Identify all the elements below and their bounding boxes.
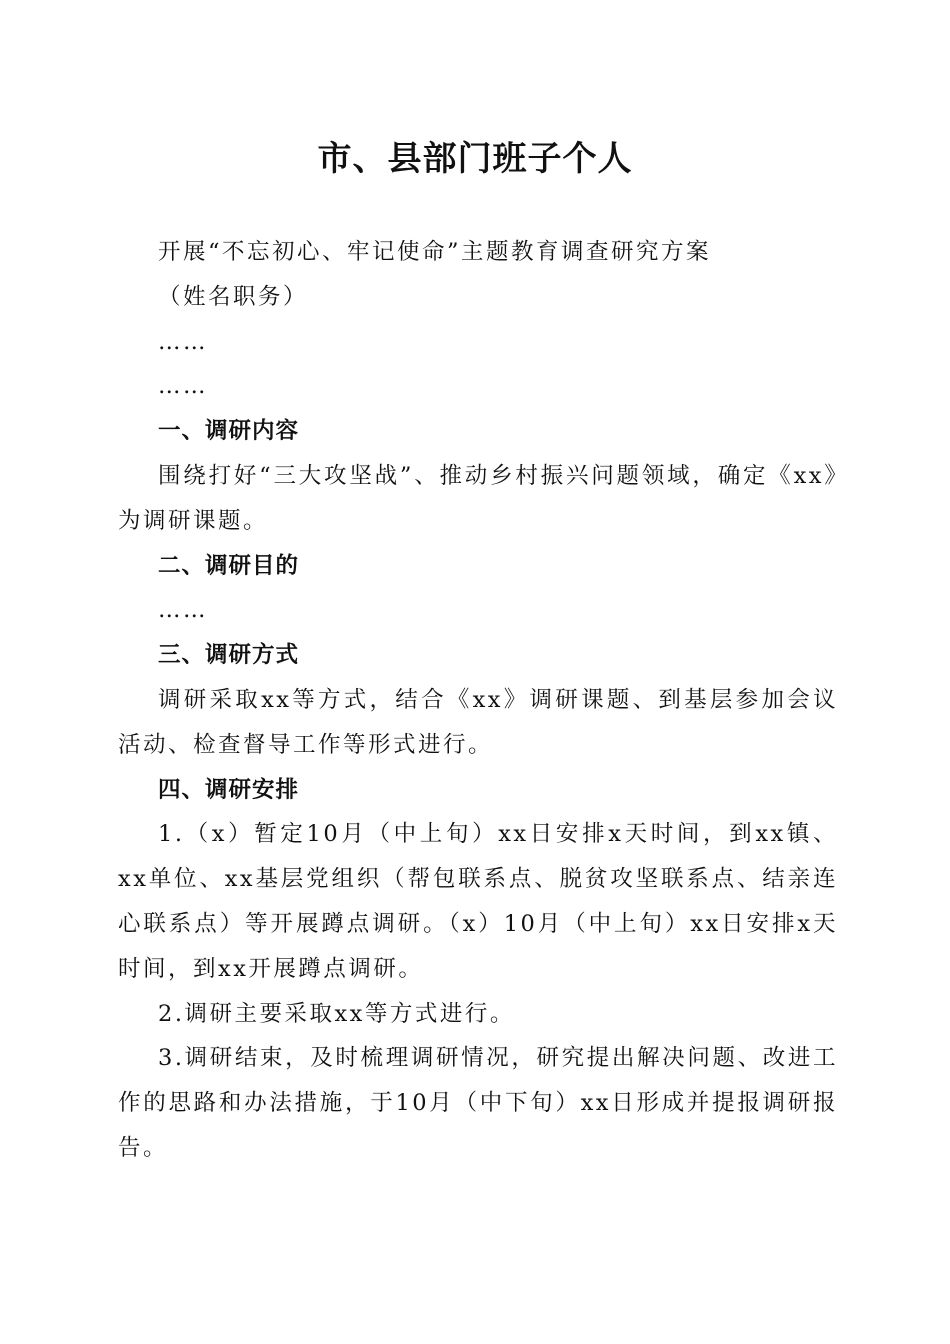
author-placeholder: （姓名职务） — [158, 283, 309, 310]
schedule-item: 3.调研结束，及时梳理调研情况，研究提出解决问题、改进工作的思路和办法措施，于10月（中下旬）xx日形成并提报调研报告。 — [118, 1045, 838, 1161]
section-paragraph: …… — [158, 597, 208, 624]
section-heading: 二、调研目的 — [158, 552, 300, 579]
schedule-item: 1.（x）暂定10月（中上旬）xx日安排x天时间，到xx镇、xx单位、xx基层党组织（帮包联系点、脱贫攻坚联系点、结亲连心联系点）等开展蹲点调研。（x）10月（中上旬）xx日安排x天时间，到xx开展蹲点调研。 — [118, 821, 838, 982]
ellipsis-line: …… — [158, 328, 208, 355]
section-paragraph: 调研采取xx等方式，结合《xx》调研课题、到基层参加会议活动、检查督导工作等形式进行。 — [118, 686, 838, 758]
section-heading: 三、调研方式 — [158, 642, 300, 669]
section-paragraph: 围绕打好“三大攻坚战”、推动乡村振兴问题领域，确定《xx》为调研课题。 — [118, 462, 838, 534]
document-body — [118, 230, 838, 1171]
section-heading: 一、调研内容 — [158, 418, 300, 445]
section-heading: 四、调研安排 — [158, 776, 300, 803]
document-subtitle: 开展“不忘初心、牢记使命”主题教育调查研究方案 — [158, 239, 712, 265]
schedule-item: 2.调研主要采取xx等方式进行。 — [158, 1000, 515, 1027]
document-title: 市、县部门班子个人 — [317, 139, 633, 179]
ellipsis-line: …… — [158, 373, 208, 400]
